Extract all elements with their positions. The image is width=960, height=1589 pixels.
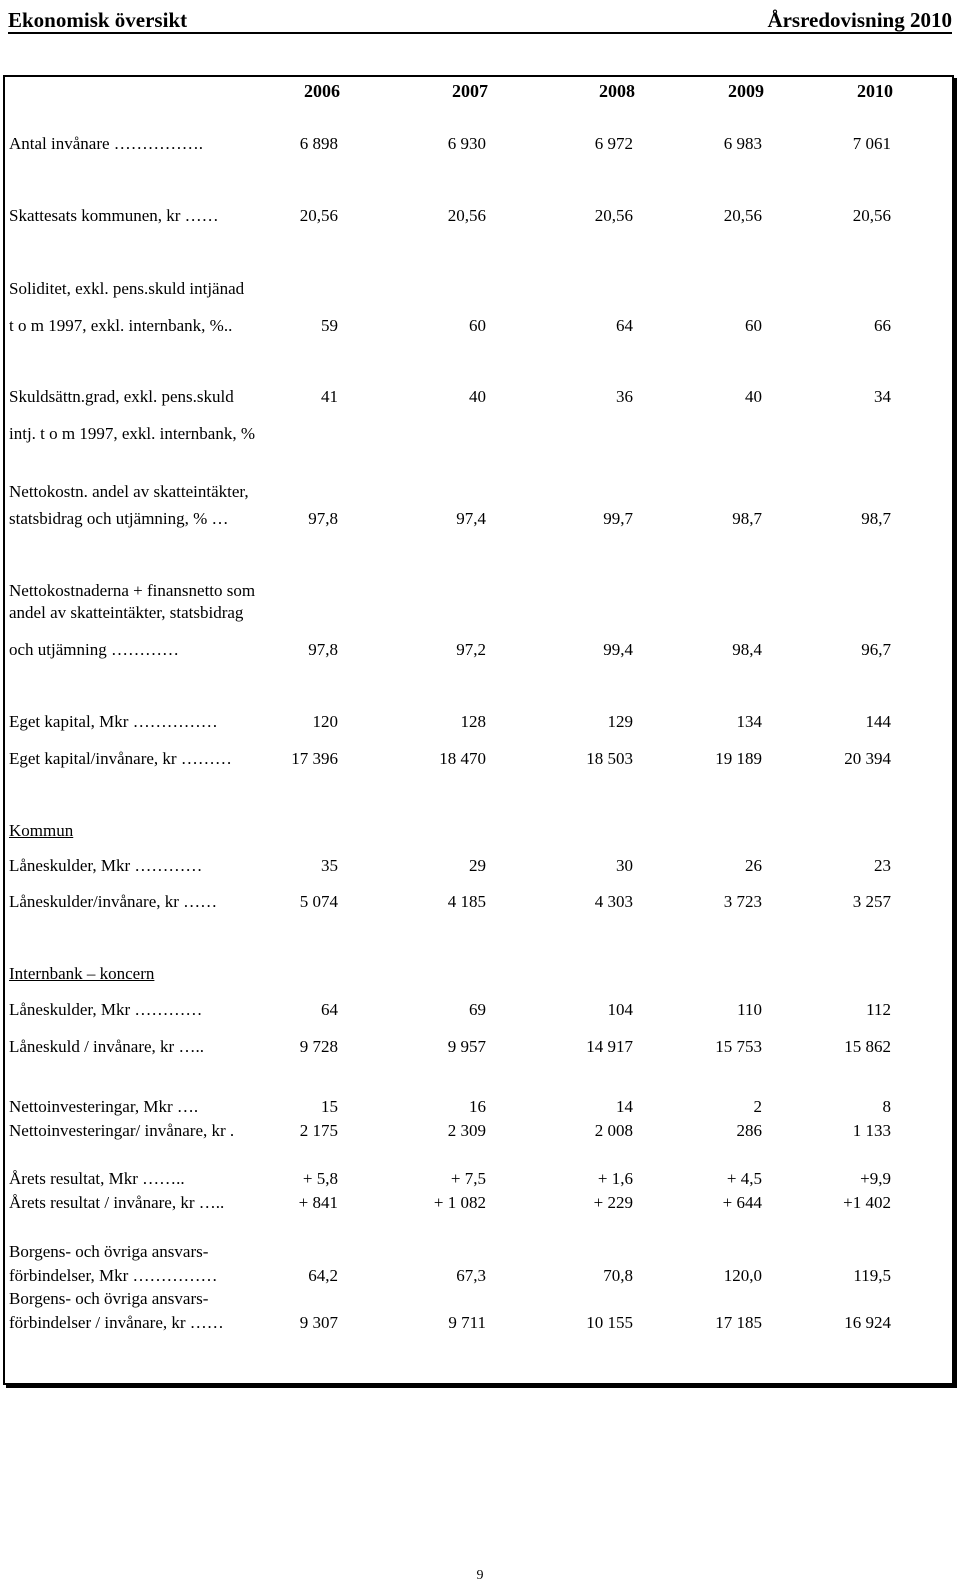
table-cell: 3 723: [723, 892, 762, 911]
table-cell: 128: [460, 712, 486, 731]
table-cell: + 644: [722, 1193, 762, 1212]
table-cell: 110: [737, 1000, 762, 1019]
table-cell: 15 862: [844, 1037, 891, 1056]
table-cell: 8: [882, 1097, 891, 1116]
row-label: Nettokostnaderna + finansnetto som: [9, 581, 256, 600]
row-label: Nettoinvesteringar, Mkr ….: [9, 1097, 199, 1116]
table-cell: 64,2: [308, 1266, 338, 1285]
table-cell: 120: [312, 712, 338, 731]
table-cell: 18 503: [586, 749, 633, 768]
table-cell: 3 257: [852, 892, 891, 911]
year-header: 2006: [304, 81, 340, 101]
row-label: förbindelser, Mkr ……………: [9, 1266, 218, 1285]
table-cell: 20,56: [594, 206, 633, 225]
table-cell: 98,4: [732, 640, 762, 659]
table-cell: 9 307: [299, 1313, 338, 1332]
table-cell: 97,8: [308, 509, 338, 528]
table-cell: 59: [321, 316, 338, 335]
table-cell: 4 185: [447, 892, 486, 911]
row-label: Skattesats kommunen, kr ……: [9, 206, 219, 225]
table-cell: 70,8: [603, 1266, 633, 1285]
table-cell: 15 753: [715, 1037, 762, 1056]
table-cell: 4 303: [594, 892, 633, 911]
table-cell: 67,3: [456, 1266, 486, 1285]
row-label: Internbank – koncern: [9, 964, 155, 983]
page-header: [8, 6, 952, 34]
row-label: Låneskulder, Mkr …………: [9, 856, 203, 875]
table-cell: + 841: [298, 1193, 338, 1212]
row-label: Borgens- och övriga ansvars-: [9, 1289, 209, 1308]
table-cell: 20 394: [844, 749, 891, 768]
table-cell: 98,7: [732, 509, 762, 528]
year-header: 2009: [728, 81, 764, 101]
table-cell: 97,4: [456, 509, 486, 528]
table-cell: 69: [469, 1000, 486, 1019]
table-cell: 20,56: [723, 206, 762, 225]
table-cell: + 229: [593, 1193, 633, 1212]
row-label: Antal invånare …………….: [9, 134, 204, 153]
table-cell: 9 957: [447, 1037, 486, 1056]
row-label: t o m 1997, exkl. internbank, %..: [9, 316, 233, 335]
table-cell: 23: [874, 856, 891, 875]
table-cell: + 1 082: [433, 1193, 486, 1212]
row-label: Låneskuld / invånare, kr …..: [9, 1037, 204, 1056]
table-cell: 6 930: [447, 134, 486, 153]
table-cell: 41: [321, 387, 338, 406]
table-cell: 20,56: [852, 206, 891, 225]
row-label: statsbidrag och utjämning, % …: [9, 509, 229, 528]
table-cell: 1 133: [852, 1121, 891, 1140]
table-cell: 2: [753, 1097, 762, 1116]
table-cell: 16 924: [844, 1313, 891, 1332]
table-cell: + 5,8: [302, 1169, 338, 1188]
table-cell: 2 309: [447, 1121, 486, 1140]
table-cell: 10 155: [586, 1313, 633, 1332]
row-label: och utjämning …………: [9, 640, 179, 659]
row-label: Låneskulder, Mkr …………: [9, 1000, 203, 1019]
year-header: 2007: [452, 81, 488, 101]
row-label: Skuldsättn.grad, exkl. pens.skuld: [9, 387, 234, 406]
row-label: Nettoinvesteringar/ invånare, kr .: [9, 1121, 235, 1140]
table-cell: 40: [745, 387, 762, 406]
table-cell: 99,7: [603, 509, 633, 528]
table-cell: 18 470: [439, 749, 486, 768]
table-cell: 112: [866, 1000, 891, 1019]
table-cell: +1 402: [843, 1193, 891, 1212]
table-cell: 30: [616, 856, 633, 875]
table-cell: 40: [469, 387, 486, 406]
row-label: Eget kapital, Mkr ……………: [9, 712, 218, 731]
row-label: Nettokostn. andel av skatteintäkter,: [9, 482, 249, 501]
table-cell: 119,5: [853, 1266, 891, 1285]
table-cell: 17 396: [291, 749, 338, 768]
table-cell: 64: [321, 1000, 338, 1019]
table-cell: 97,8: [308, 640, 338, 659]
row-label: intj. t o m 1997, exkl. internbank, %: [9, 424, 255, 443]
table-cell: 98,7: [861, 509, 891, 528]
table-cell: 29: [469, 856, 486, 875]
table-cell: 36: [616, 387, 633, 406]
table-cell: 16: [469, 1097, 486, 1116]
table-cell: 6 898: [299, 134, 338, 153]
table-cell: 17 185: [715, 1313, 762, 1332]
row-label: Årets resultat / invånare, kr …..: [9, 1193, 225, 1212]
table-cell: +9,9: [860, 1169, 891, 1188]
table-cell: 60: [745, 316, 762, 335]
table-cell: 6 972: [594, 134, 633, 153]
table-cell: 14 917: [586, 1037, 633, 1056]
table-cell: 6 983: [723, 134, 762, 153]
table-cell: + 7,5: [450, 1169, 486, 1188]
row-label: förbindelser / invånare, kr ……: [9, 1313, 224, 1332]
table-cell: 14: [616, 1097, 633, 1116]
section-title: Ekonomisk översikt: [8, 8, 188, 32]
row-label: andel av skatteintäkter, statsbidrag: [9, 603, 244, 622]
table-cell: 64: [616, 316, 633, 335]
page-number: 9: [476, 1568, 484, 1583]
table-cell: 19 189: [715, 749, 762, 768]
table-cell: 144: [865, 712, 891, 731]
table-cell: 2 175: [299, 1121, 338, 1140]
table-cell: 2 008: [594, 1121, 633, 1140]
year-header: 2010: [857, 81, 893, 101]
table-cell: 20,56: [447, 206, 486, 225]
table-cell: 9 711: [448, 1313, 486, 1332]
table-cell: 35: [321, 856, 338, 875]
row-label: Låneskulder/invånare, kr ……: [9, 892, 218, 911]
table-cell: + 4,5: [726, 1169, 762, 1188]
table-cell: 7 061: [852, 134, 891, 153]
table-cell: 134: [736, 712, 762, 731]
table-cell: 97,2: [456, 640, 486, 659]
table-cell: 96,7: [861, 640, 891, 659]
table-cell: + 1,6: [597, 1169, 633, 1188]
table-cell: 66: [874, 316, 891, 335]
table-cell: 26: [745, 856, 762, 875]
row-label: Årets resultat, Mkr ……..: [9, 1169, 185, 1188]
table-cell: 5 074: [299, 892, 338, 911]
table-cell: 129: [607, 712, 633, 731]
table-cell: 20,56: [299, 206, 338, 225]
row-label: Eget kapital/invånare, kr ………: [9, 749, 232, 768]
row-label: Borgens- och övriga ansvars-: [9, 1242, 209, 1261]
table-cell: 286: [736, 1121, 762, 1140]
row-label: Soliditet, exkl. pens.skuld intjänad: [9, 279, 245, 298]
report-title: Årsredovisning 2010: [767, 8, 952, 32]
table-cell: 34: [874, 387, 891, 406]
year-header: 2008: [599, 81, 635, 101]
table-cell: 60: [469, 316, 486, 335]
table-cell: 120,0: [723, 1266, 762, 1285]
row-label: Kommun: [9, 821, 74, 840]
table-cell: 9 728: [299, 1037, 338, 1056]
table-cell: 15: [321, 1097, 338, 1116]
table-cell: 99,4: [603, 640, 633, 659]
table-cell: 104: [607, 1000, 633, 1019]
